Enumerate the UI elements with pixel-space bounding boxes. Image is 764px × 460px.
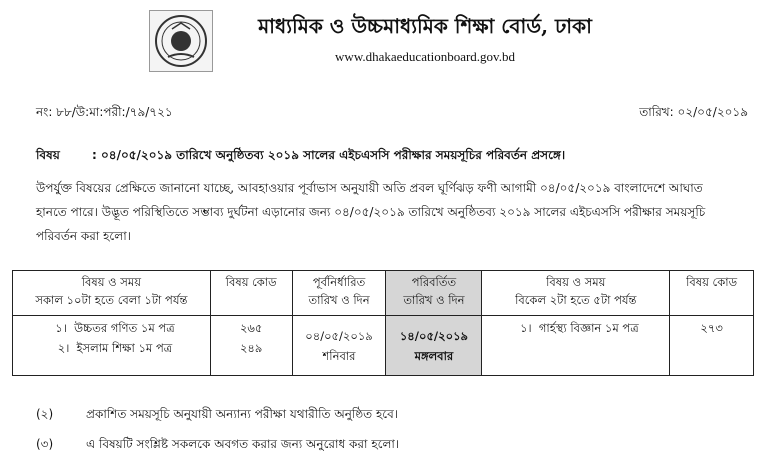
note-number: (৩) [36, 437, 54, 451]
subject-code: ২৭৩ [700, 321, 723, 335]
header-morning-subject-title: বিষয় ও সময় [81, 275, 142, 289]
morning-codes-cell [210, 316, 292, 376]
afternoon-subjects-cell [482, 316, 670, 376]
table-row [13, 316, 754, 376]
note-item [36, 406, 736, 426]
header-previous-line1: পূর্বনির্ধারিত [312, 275, 366, 289]
header-afternoon-subject [482, 271, 670, 316]
subject-label: বিষয় [36, 148, 60, 162]
list-item [17, 318, 206, 338]
header-changed-line1: পরিবর্তিত [411, 275, 457, 289]
note-text: প্রকাশিত সময়সূচি অনুযায়ী অন্যান্য পরীক্ষা যথারীতি অনুষ্ঠিত হবে। [86, 407, 399, 421]
note-item [36, 436, 736, 456]
changed-day: মঙ্গলবার [414, 348, 454, 363]
note-text: এ বিষয়টি সংশ্লিষ্ট সকলকে অবগত করার জন্য অনুরোধ করা হলো। [86, 437, 400, 451]
afternoon-codes-cell [670, 316, 754, 376]
subject-line [36, 147, 752, 167]
item-number: ১। [520, 321, 532, 335]
header-subject-code: বিষয় কোড [210, 271, 292, 316]
header-morning-subject-time: সকাল ১০টা হতে বেলা ১টা পর্যন্ত [35, 293, 188, 307]
previous-date-cell [292, 316, 386, 376]
subject-text: : ০৪/০৫/২০১৯ তারিখে অনুষ্ঠিতব্য ২০১৯ সালের এইচএসসি পরীক্ষার সময়সূচির পরিবর্তন প্রসঙ্গে। [92, 148, 566, 162]
header-subject-code-2: বিষয় কোড [670, 271, 754, 316]
header-morning-subject [13, 271, 211, 316]
header-afternoon-subject-time: বিকেল ২টা হতে ৫টা পর্যন্ত [515, 293, 637, 307]
previous-date: ০৪/০৫/২০১৯ [305, 328, 373, 343]
changed-date-cell [386, 316, 482, 376]
subject-code: ২৪৯ [239, 341, 263, 355]
schedule-table [12, 270, 754, 376]
header-changed-date [386, 271, 482, 316]
subject-name: উচ্চতর গণিত ১ম পত্র [74, 321, 175, 335]
previous-day: শনিবার [322, 348, 356, 363]
item-number: ১। [55, 321, 67, 335]
morning-subjects-cell [13, 316, 211, 376]
header-afternoon-subject-title: বিষয় ও সময় [546, 275, 606, 289]
subject-name: ইসলাম শিক্ষা ১ম পত্র [76, 341, 173, 355]
body-paragraph: উপর্যুক্ত বিষয়ের প্রেক্ষিতে জানানো যাচ্ছে, আবহাওয়ার পূর্বাভাস অনুযায়ী অতি প্রবল ঘূর্ণিঝড় ফণী আগামী ০৪/০৫/২০১৯ বাংলাদেশে আঘাত হানতে পারে। উদ্ভূত পরিস্থিতিতে সম্ভাব্য দুর্ঘটনা এড়ানোর জন্য ০৪/০৫/২০১৯ তারিখে অনুষ্ঠিতব্য ২০১৯ সালের এইচএসসি পরীক্ষার সময়সূচি পরিবর্তন করা হলো। [36, 181, 706, 243]
note-number: (২) [36, 407, 54, 421]
header-previous-line2: তারিখ ও দিন [308, 293, 370, 307]
memo-date: তারিখ: ০২/০৫/২০১৯ [639, 105, 748, 119]
board-title: মাধ্যমিক ও উচ্চমাধ্যমিক শিক্ষা বোর্ড, ঢাকা [258, 14, 592, 38]
subject-name: গার্হস্থ্য বিজ্ঞান ১ম পত্র [538, 321, 639, 335]
list-item [486, 318, 665, 338]
header-previous-date [292, 271, 386, 316]
subject-code: ২৬৫ [239, 321, 263, 335]
list-item [17, 338, 206, 358]
table-header-row [13, 271, 754, 316]
board-seal-icon [149, 10, 213, 72]
header-changed-line2: তারিখ ও দিন [403, 293, 465, 307]
changed-date: ১৪/০৫/২০১৯ [399, 328, 468, 343]
board-website: www.dhakaeducationboard.gov.bd [335, 49, 515, 64]
memo-number: নং: ৮৮/উ:মা:পরী:/৭৯/৭২১ [36, 105, 173, 119]
item-number: ২। [57, 341, 70, 355]
